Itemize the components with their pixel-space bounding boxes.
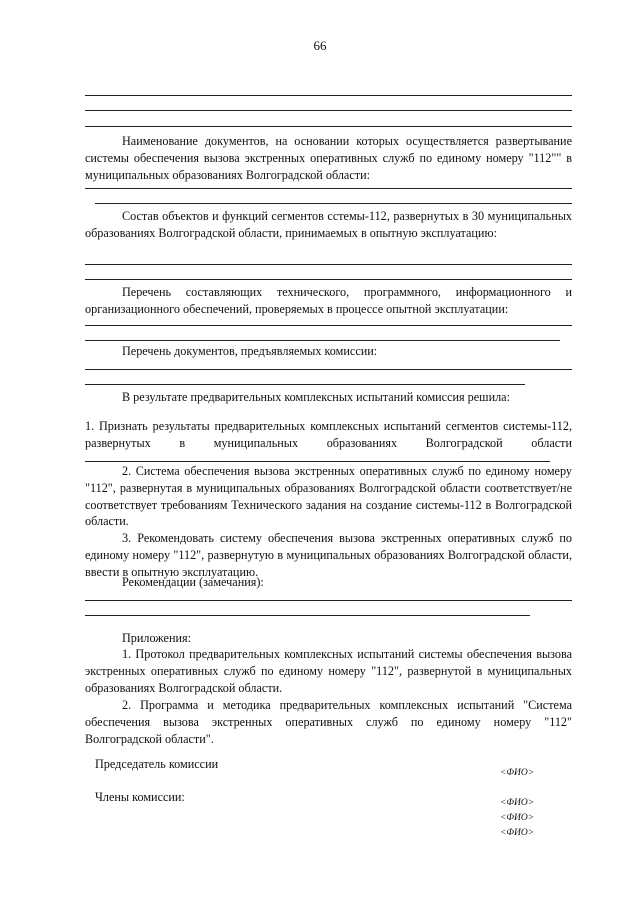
blank-line [85,600,572,601]
member-fio: <ФИО> [500,798,535,808]
member-fio: <ФИО> [500,828,535,838]
item-1-paragraph: 1. Признать результаты предварительных комплексных испытаний сегментов системы-112, развернутых в муниципальных образованиях Волгоградской области [85,419,572,450]
blank-line [85,264,572,265]
member-fio: <ФИО> [500,813,535,823]
blank-line [85,126,572,127]
blank-line [85,461,550,462]
blank-line [85,188,572,189]
blank-line [85,369,572,370]
members-label: Члены комиссии: [95,790,185,804]
docs-presented-paragraph: Перечень документов, предъявляемых комиссии: [122,344,378,358]
blank-line [85,384,525,385]
commission-decided-paragraph: В результате предварительных комплексных испытаний комиссия решила: [122,390,510,404]
blank-line [85,279,572,280]
attachments-title: Приложения: [122,631,191,645]
attachment-1-paragraph: 1. Протокол предварительных комплексных испытаний системы обеспечения вызова экстренных оперативных служб по единому номеру "112", развернутой в муниципальных образованиях Волгоградской области. [85,647,572,695]
blank-line [85,110,572,111]
segments-composition-paragraph: Состав объектов и функций сегментов сстемы-112, развернутых в 30 муниципальных образованиях Волгоградской области, принимаемых в опытную эксплуатацию: [85,209,572,240]
blank-line [85,340,560,341]
blank-line [95,203,572,204]
attachment-2-paragraph: 2. Программа и методика предварительных комплексных испытаний "Система обеспечения вызова экстренных оперативных служб по единому номеру "112" Волгоградской области". [85,698,572,746]
blank-line [85,325,572,326]
chairman-fio: <ФИО> [500,768,535,778]
supports-list-paragraph: Перечень составляющих технического, программного, информационного и организационного обеспечений, проверяемых в процессе опытной эксплуатации: [85,285,572,316]
recommendations-label: Рекомендации (замечания): [122,575,264,589]
documents-basis-paragraph: Наименование документов, на основании которых осуществляется развертывание системы обеспечения вызова экстренных оперативных служб по единому номеру "112"" в муниципальных образованиях Волгоградской области: [85,134,572,182]
item-2-paragraph: 2. Система обеспечения вызова экстренных оперативных служб по единому номеру "112", развернутая в муниципальных образованиях Волгоградской области соответствует/не соответствует требованиям Технического задания на создание системы-112 в Волгоградской области. [85,464,572,529]
blank-line [85,615,530,616]
blank-line [85,95,572,96]
chairman-label: Председатель комиссии [95,757,219,771]
item-3-paragraph: 3. Рекомендовать систему обеспечения вызова экстренных оперативных служб по единому номеру "112", развернутую в муниципальных образованиях Волгоградской области, ввести в опытную эксплуатацию. [85,531,572,579]
page-number: 66 [313,38,327,53]
